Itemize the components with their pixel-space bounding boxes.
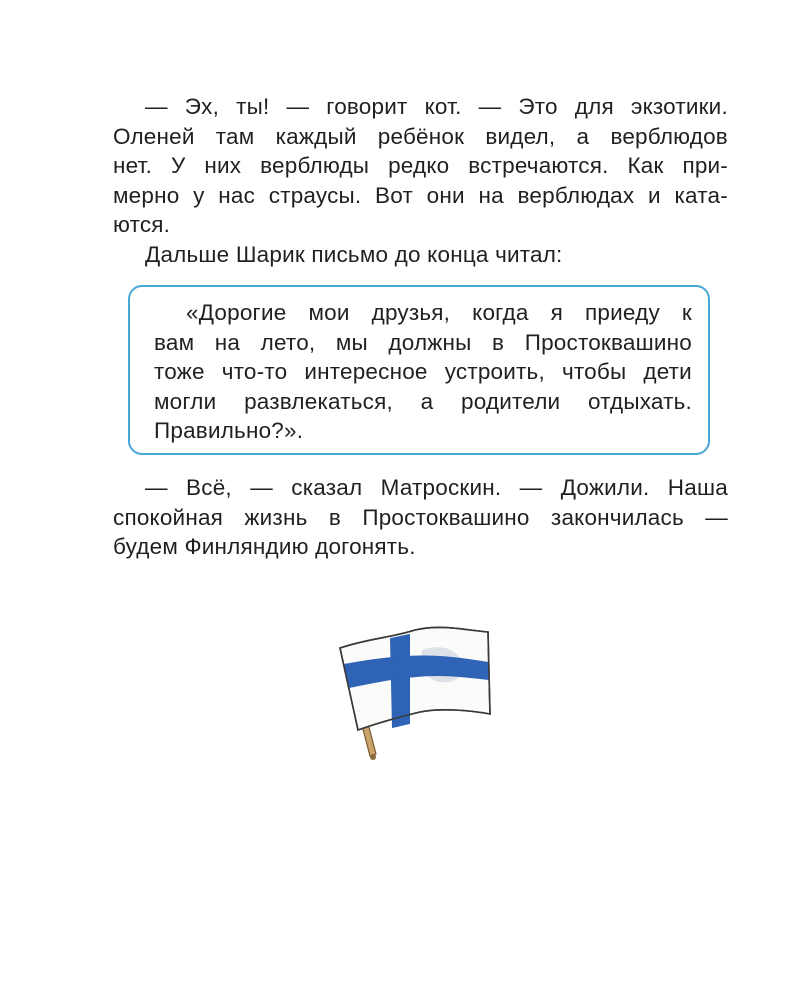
word: —	[250, 475, 273, 500]
word: друзья,	[371, 300, 451, 325]
text-line	[113, 122, 728, 152]
word: Матроскин.	[380, 475, 502, 500]
text-line	[113, 92, 728, 122]
text-line	[154, 387, 692, 417]
word: Простоквашино	[524, 329, 692, 355]
word: там	[215, 123, 255, 149]
word: каждый	[275, 123, 357, 149]
word: говорит	[326, 94, 408, 119]
word: экзотики.	[630, 94, 728, 119]
word: мои	[308, 300, 350, 325]
word: нас	[218, 182, 256, 208]
text-line	[113, 181, 728, 211]
word: спокойная	[113, 504, 224, 530]
word: отдыхать.	[588, 388, 692, 414]
word: ката-	[674, 182, 728, 208]
word: на	[478, 182, 504, 208]
word: для	[574, 94, 614, 119]
paragraph-3	[113, 473, 728, 562]
word: у	[193, 182, 205, 208]
word: Это	[518, 94, 558, 119]
word: Эх,	[184, 94, 220, 119]
word: а	[576, 123, 590, 149]
word: —	[286, 94, 310, 119]
word: «Дорогие	[186, 300, 287, 325]
finland-flag-icon	[330, 600, 500, 770]
word: —	[145, 94, 168, 119]
word: —	[519, 475, 543, 500]
text-line	[154, 298, 692, 328]
paragraph-2	[113, 240, 728, 270]
word: —	[145, 475, 168, 500]
word: кот.	[424, 94, 462, 119]
word: них	[204, 153, 242, 178]
word: могли	[154, 388, 217, 414]
word: редко	[388, 153, 450, 178]
word: мы	[335, 329, 368, 355]
text-line	[113, 473, 728, 503]
text-line: Дальше Шарик письмо до конца читал:	[145, 242, 563, 267]
word: жизнь	[244, 504, 308, 530]
word: —	[478, 94, 502, 119]
word: они	[426, 182, 465, 208]
word: ты!	[236, 94, 270, 119]
word: Оленей	[113, 123, 195, 149]
text-line	[154, 357, 692, 387]
word: развлекаться,	[244, 388, 393, 414]
word: Вот	[375, 182, 413, 208]
word: Всё,	[186, 475, 232, 500]
letter-text	[154, 298, 692, 446]
text-line	[154, 328, 692, 358]
word: тоже	[154, 359, 205, 384]
word: верблюдах	[517, 182, 635, 208]
word: что-то	[221, 359, 288, 384]
paragraph-1	[113, 92, 728, 240]
word: мерно	[113, 182, 180, 208]
word: —	[705, 504, 728, 530]
word: видел,	[485, 123, 556, 149]
word: к	[681, 300, 692, 325]
word: а	[420, 388, 434, 414]
word: верблюдов	[610, 123, 728, 149]
word: верблюды	[260, 153, 370, 178]
word: Простоквашино	[362, 504, 530, 530]
word: сказал	[291, 475, 363, 500]
word: закончилась	[550, 504, 684, 530]
word: устроить,	[444, 359, 545, 384]
word: родители	[460, 388, 561, 414]
word: дети	[643, 359, 692, 384]
word: Дожили.	[560, 475, 650, 500]
text-line: Правильно?».	[154, 418, 304, 443]
word: лето,	[260, 329, 316, 355]
word: в	[328, 504, 341, 530]
word: вам	[154, 329, 195, 355]
word: Наша	[667, 475, 728, 500]
word: при-	[682, 153, 728, 178]
word: я	[550, 300, 564, 325]
word: чтобы	[561, 359, 627, 384]
word: Как	[627, 153, 664, 178]
text-line: будем Финляндию догонять.	[113, 534, 416, 559]
word: ребёнок	[377, 123, 465, 149]
word: и	[648, 182, 661, 208]
word: в	[492, 329, 505, 355]
word: нет.	[113, 153, 153, 178]
word: должны	[388, 329, 472, 355]
word: интересное	[304, 359, 428, 384]
word: приеду	[585, 300, 660, 325]
letter-quote-box	[128, 285, 710, 455]
word: встречаются.	[468, 153, 609, 178]
word: на	[214, 329, 241, 355]
word: когда	[472, 300, 529, 325]
text-line: ются.	[113, 212, 171, 237]
text-line	[113, 151, 728, 181]
word: У	[170, 153, 186, 178]
word: страусы.	[268, 182, 362, 208]
text-line	[113, 503, 728, 533]
